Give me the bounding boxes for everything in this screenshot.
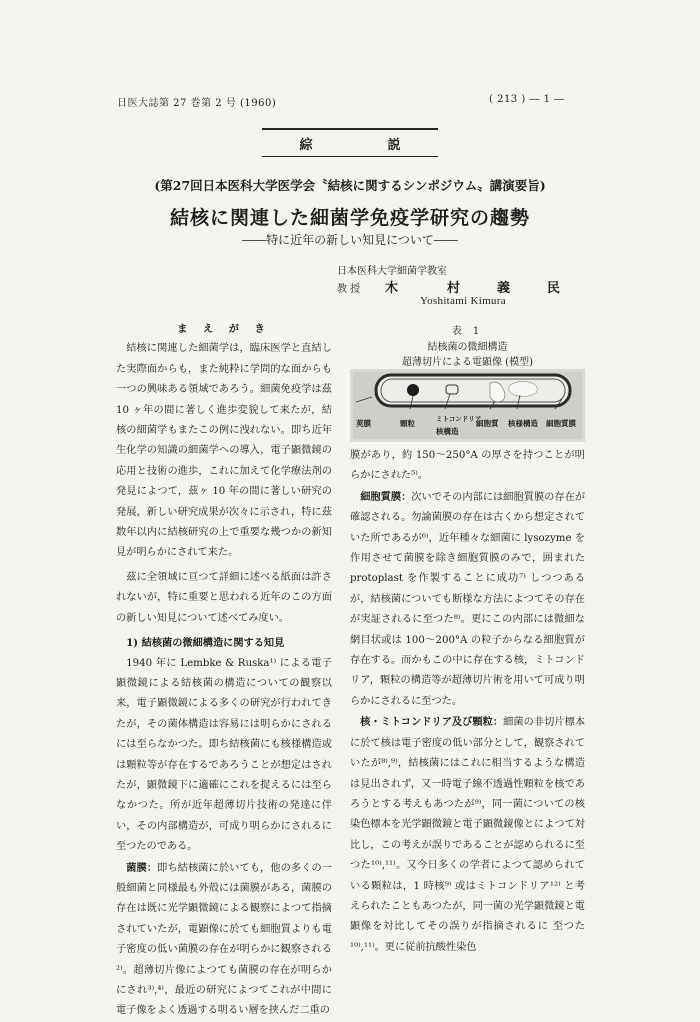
affiliation: 日本医科大学細菌学教室 (337, 266, 447, 277)
subsection-heading: 1) 結核菌の微細構造に関する知見 (126, 637, 285, 650)
symposium-subtitle: (第27回日本医科大学医学会〝結核に関するシンポジウム〟講演要旨) (154, 178, 546, 193)
author-char-2: 村 (447, 281, 461, 296)
label-mitochondria: ミトコンドリア (436, 415, 482, 423)
author-role: 教 授 (337, 284, 361, 295)
author-char-3: 義 (497, 281, 511, 296)
table-caption: 結核菌の微細構造 (427, 342, 508, 353)
keyword: 菌膜： (126, 861, 158, 874)
author-line (337, 277, 587, 295)
label-nucleoid: 核様構造 (508, 419, 538, 428)
section-label (262, 128, 438, 157)
label-cytoplasm: 細胞質 (476, 419, 499, 428)
article-title: 結核に関連した細菌学免疫学研究の趨勢 (169, 207, 530, 229)
paragraph-text: 細菌の非切片標本に於て核は電子密度の低い部分として，観察されていたが⁸⁾,⁹⁾，結核菌にはこれに相当するような構造は見出されず，又一時電子線不透過性顆粒を核であろうとする考えもあつたが⁹⁾，同一菌についての核染色標本を光学顕微鏡と電子顕微鏡像とによつて対比し，この考えが誤りであることが認められるに至つた¹⁰⁾,¹¹⁾。又今日多くの学者によつて認められている顆粒は，1 時核⁹⁾ 或はミトコンドリア¹²⁾ と考えられたこともあつたが，同一菌の光学顕微鏡と電顕像を対比してその誤りが指摘されるに 至つた¹⁰⁾,¹¹⁾。更に従前抗酸性染色 (350, 717, 586, 953)
label-granule: 顆粒 (400, 419, 415, 428)
paragraph (350, 712, 585, 958)
label-cell-membrane: 細胞質膜 (546, 419, 576, 428)
section-heading-intro: ま え が き (177, 323, 271, 335)
table-label: 表 1 (451, 326, 484, 337)
paragraph-text: 次いでその内部には細胞質膜の存在が確認される。勿論菌膜の存在は古くから想定されていた所であるが⁶⁾，近年種々な細菌に lysozyme を作用させて菌膜を除き細胞質膜のみで，囲まれた protoplast を作製することに成功⁷⁾ しつつあるが，結核菌についても断様な方法によつてその存在が実証されるに至つた⁸⁾。更にこの内部には微細な網目状或は 100〜200°A の粒子からなる細胞質が存在する。而かもこの中に存在する核，ミトコンドリア，顆粒の構造等が超薄切片術を用いて可成り明らかにされるに至つた。 (350, 491, 586, 707)
table-caption-sub: 超薄切片による電顕像 (模型) (402, 357, 533, 368)
paragraph: 1940 年に Lembke & Ruska¹⁾ による電子顕微鏡による結核菌の構造についての観察以来，電子顕微鏡による多くの研究が行われてきたが，その菌体構造は容易には明らかにされるには至らなかつた。即ち結核菌にも核様構造或は顆粒等が存在するであろうことが想定はされたが，顕微鏡下に適確にこれを捉えるには至らなかつた。所が近年超薄切片技術の発達に伴い，その内部構造が，可成り明らかにされるに至つたのである。 (116, 657, 332, 853)
bacterium-structure-figure (350, 369, 585, 442)
paragraph: 茲に全領域に亘つて詳細に述べる紙面は許されないが，特に重要と思われる近年のこの方面の新しい知見について述べてみ度い。 (116, 571, 332, 624)
section-char-2: 説 (387, 137, 401, 153)
author-char-4: 民 (547, 281, 561, 296)
paragraph (116, 858, 332, 1022)
keyword: 細胞質膜： (360, 490, 412, 503)
paragraph: 結核に関連した細菌学は，臨床医学と直結した実際面からも，また純粋に学問的な面からも一つの興味ある領域であろう。細菌免疫学は茲 10 ヶ年の間に著しく進歩変貌して来たが，結核の細菌学もまたこの例に洩れない。即ち近年生化学の知識の細菌学への導入，電子顕微鏡の応用と技術の進歩，これに加えて化学療法剤の発見によつて，茲ヶ 10 年の間に著しい研究の発展，新しい研究成果が次々に示され，特に茲数年以内に結核研究の上で重要な幾つかの新知見が明らかにされて来た。 (116, 343, 332, 559)
keyword: 核・ミトコンドリア及び顆粒： (360, 716, 504, 729)
left-column (116, 319, 332, 1022)
label-capsule: 莢膜 (356, 419, 371, 428)
page-number: ( 213 ) ― 1 ― (489, 94, 565, 105)
right-column (350, 446, 585, 958)
author-romanized: Yoshitami Kimura (420, 295, 506, 307)
paragraph: 膜があり，約 150〜250°A の厚さを持つことが明らかにされた⁵⁾。 (350, 450, 585, 482)
paragraph (350, 487, 585, 712)
section-char-1: 綜 (299, 137, 313, 153)
journal-header: 日医大誌第 27 巻第 2 号 (1960) (117, 98, 277, 109)
article-subtitle: ――特に近年の新しい知見について―― (242, 233, 458, 247)
figure-drawing (350, 369, 585, 442)
paragraph-text: 即ち結核菌に於いても，他の多くの一般細菌と同様最も外殻には菌膜がある，菌膜の存在は既に光学顕微鏡による観察によつて指摘されていたが，電顕像に於ても細胞質よりも電子密度の低い菌膜の存在が明らかに観察される²⁾。超薄切片像によつても菌膜の存在が明らかにされ³⁾,⁴⁾，最近の研究によつてこれが中間に電子像をよく透過する明るい層を挟んだ二重の (116, 862, 333, 1017)
author-char-1: 木 (385, 281, 399, 296)
label-nuclear-structure: 核構造 (436, 427, 459, 436)
